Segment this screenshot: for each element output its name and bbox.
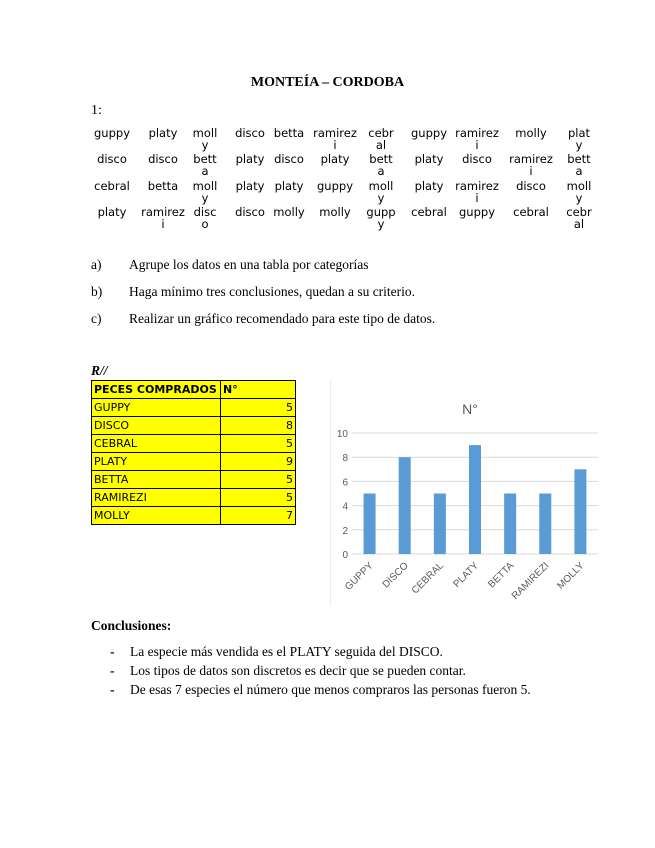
table-header-row <box>92 381 296 399</box>
y-tick-label: 6 <box>342 477 348 489</box>
row-count: 8 <box>221 417 296 435</box>
data-word: ramirezi <box>455 126 499 152</box>
x-tick-label: CEBRAL <box>409 560 446 597</box>
row-category: CEBRAL <box>92 435 221 453</box>
data-word: molly <box>319 205 351 219</box>
data-word: ramirezi <box>455 179 499 205</box>
conclusion-item <box>110 663 466 679</box>
bullet-dash: - <box>110 682 115 697</box>
data-word: platy <box>235 179 265 193</box>
data-word: betta <box>369 152 393 178</box>
x-tick-label: GUPPY <box>343 560 376 593</box>
data-word: disco <box>148 152 178 166</box>
y-tick-label: 2 <box>342 525 348 537</box>
bar <box>364 494 376 555</box>
chart-svg <box>330 380 598 606</box>
row-count: 5 <box>221 489 296 507</box>
question-c <box>91 311 435 327</box>
row-category: GUPPY <box>92 399 221 417</box>
data-word: betta <box>147 179 179 193</box>
conclusion-item <box>110 644 443 660</box>
question-b <box>91 284 415 300</box>
data-word: cebral <box>94 179 130 193</box>
data-word: cebral <box>566 205 592 231</box>
x-tick-label: RAMIREZI <box>509 560 552 602</box>
bullet-dash: - <box>110 663 115 678</box>
frequency-table <box>91 380 296 525</box>
data-word: molly <box>566 179 592 205</box>
bar <box>504 494 516 555</box>
header-count: N° <box>221 381 296 399</box>
conclusion-text: De esas 7 especies el número que menos compraros las personas fueron 5. <box>130 682 531 697</box>
row-category: MOLLY <box>92 507 221 525</box>
row-category: PLATY <box>92 453 221 471</box>
x-tick-label: BETTA <box>486 560 517 591</box>
data-word: guppy <box>94 126 130 140</box>
row-category: BETTA <box>92 471 221 489</box>
data-word: disco <box>462 152 492 166</box>
y-tick-label: 0 <box>342 550 348 561</box>
data-word: molly <box>192 126 218 152</box>
data-word: platy <box>148 126 178 140</box>
header-category: PECES COMPRADOS <box>92 381 221 399</box>
data-word: disco <box>97 152 127 166</box>
row-category: RAMIREZI <box>92 489 221 507</box>
y-tick-label: 10 <box>336 429 348 440</box>
page-title: MONTEÍA – CORDOBA <box>250 75 405 90</box>
bar <box>469 445 481 554</box>
table-row <box>92 417 296 435</box>
conclusion-text: Los tipos de datos son discretos es decir que se pueden contar. <box>130 663 466 678</box>
data-word: betta <box>273 126 305 140</box>
question-number: 1: <box>91 103 102 118</box>
x-tick-label: DISCO <box>380 560 411 591</box>
data-word: betta <box>193 152 217 178</box>
data-word: platy <box>320 152 350 166</box>
data-word: ramirezi <box>313 126 357 152</box>
data-word: guppy <box>459 205 495 219</box>
table-row <box>92 453 296 471</box>
row-count: 5 <box>221 399 296 417</box>
data-word: cebral <box>513 205 549 219</box>
data-word: disco <box>274 152 304 166</box>
x-tick-label: MOLLY <box>555 560 587 592</box>
row-category: DISCO <box>92 417 221 435</box>
data-word: disco <box>516 179 546 193</box>
question-text: Haga mínimo tres conclusiones, quedan a su criterio. <box>129 284 416 299</box>
data-word: betta <box>567 152 591 178</box>
question-letter: c) <box>91 311 102 326</box>
question-text: Agrupe los datos en una tabla por categorías <box>129 257 369 272</box>
answer-label: R// <box>91 363 108 378</box>
data-word: molly <box>515 126 547 140</box>
data-word: platy <box>97 205 127 219</box>
table-row <box>92 489 296 507</box>
data-word: platy <box>235 152 265 166</box>
data-word: disco <box>235 205 265 219</box>
table-row <box>92 471 296 489</box>
y-tick-label: 4 <box>342 501 348 513</box>
bar <box>574 469 586 554</box>
bar <box>539 494 551 555</box>
table-row <box>92 507 296 525</box>
data-word: platy <box>414 152 444 166</box>
row-count: 7 <box>221 507 296 525</box>
conclusion-text: La especie más vendida es el PLATY seguida del DISCO. <box>130 644 443 659</box>
row-count: 5 <box>221 435 296 453</box>
bullet-dash: - <box>110 644 115 659</box>
data-word: ramirezi <box>141 205 185 231</box>
data-word: cebral <box>368 126 394 152</box>
conclusions-title: Conclusiones: <box>91 618 172 633</box>
data-word: molly <box>368 179 394 205</box>
question-letter: b) <box>91 284 103 299</box>
data-word: platy <box>567 126 591 152</box>
bar-chart <box>330 380 598 606</box>
x-tick-label: PLATY <box>451 560 482 590</box>
data-word: guppy <box>366 205 396 231</box>
bar <box>434 494 446 555</box>
data-word: guppy <box>317 179 353 193</box>
table-row <box>92 435 296 453</box>
table-row <box>92 399 296 417</box>
row-count: 9 <box>221 453 296 471</box>
conclusion-item <box>110 682 531 698</box>
chart-title: N° <box>462 401 478 417</box>
data-word: guppy <box>411 126 447 140</box>
row-count: 5 <box>221 471 296 489</box>
data-word: molly <box>273 205 305 219</box>
data-word: platy <box>274 179 304 193</box>
data-word: disco <box>235 126 265 140</box>
y-tick-label: 8 <box>342 453 348 465</box>
data-word: molly <box>192 179 218 205</box>
question-text: Realizar un gráfico recomendado para este tipo de datos. <box>129 311 436 326</box>
question-letter: a) <box>91 257 102 272</box>
question-a <box>91 257 369 273</box>
data-word: disco <box>193 205 217 231</box>
data-word: platy <box>414 179 444 193</box>
data-word: ramirezi <box>509 152 553 178</box>
data-word: cebral <box>411 205 447 219</box>
bar <box>399 457 411 554</box>
